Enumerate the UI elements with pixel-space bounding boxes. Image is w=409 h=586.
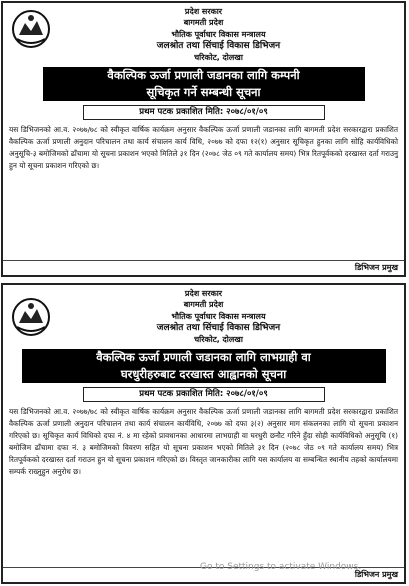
title-line-2: सूचिकृत गर्ने सम्बन्धी सूचना xyxy=(146,85,261,99)
division-line: जलश्रोत तथा सिंचाई विकास डिभिजन xyxy=(156,323,281,333)
notice-beneficiary-application xyxy=(1,283,406,584)
signature: डिभिजन प्रमुख xyxy=(354,570,398,579)
title-line-1: वैकल्पिक ऊर्जा प्रणाली जडानका लागि कम्पनी xyxy=(107,68,300,82)
notice-header xyxy=(3,285,404,345)
ministry-line: भौतिक पूर्वाधार विकास मन्त्रालय xyxy=(171,312,266,321)
province-line: बागमती प्रदेश xyxy=(183,300,224,309)
province-line: बागमती प्रदेश xyxy=(183,18,224,27)
notice-header xyxy=(3,3,404,63)
location-line: चरिकोट, दोलखा xyxy=(194,53,243,62)
title-line-2: घरधुरीहरुबाट दरखास्त आह्वानको सूचना xyxy=(120,367,287,381)
signature: डिभिजन प्रमुख xyxy=(354,263,398,272)
notice-company-listing xyxy=(1,1,406,277)
notice-title-banner xyxy=(22,349,386,383)
published-date: प्रथम पटक प्रकाशित मिति: २०७८/०१/०९ xyxy=(83,105,325,120)
notice-title-banner xyxy=(43,67,365,101)
notice-body: यस डिभिजनको आ.व. २०७७/७८ को स्वीकृत वार्षिक कार्यक्रम अनुसार वैकल्पिक ऊर्जा प्रणाली जडानका लागि बागमती प्रदेश सरकारद्वारा प्रकाशित वैकल्पिक ऊर्जा प्रणाली अनुदान परिचालन तथा कार्य संचालन कार्यविधि, २०७७ को दफा ३(२) अनुसार माग संकलनका लागि यो सूचना प्रकाशन गरिएको छ। सूचिकृत कार्य विधिको दफा नं. ४ मा रहेको प्रावधानका आधारमा लाभग्राही वा घरधुरी छनौट गरिने हुँदा सोही कार्यविधिको अनुसूचि (१) बमोजिम ढाँचामा दफा नं. ३ बमोजिमको विवरण सहित यो सूचना प्रकाशन भएको मितिले ३१ दिन (२०७८ जेठ ०९ गते कार्यालय समय) भित्र रितपूर्वकको दरखास्त दर्ता गराउन हुन यो सूचना प्रकाशन गरिएको छ। विस्तृत जानकारीका लागि यस कार्यालय वा सम्बन्धित स्थानीय तहको कार्यालयमा सम्पर्क राख्नुहुन अनुरोध छ। xyxy=(9,407,398,477)
divider xyxy=(3,260,404,261)
notice-body: यस डिभिजनको आ.व. २०७७/७८ को स्वीकृत वार्षिक कार्यक्रम अनुसार वैकल्पिक ऊर्जा प्रणाली जडानका लागि बागमती प्रदेश सरकारद्वारा प्रकाशित वैकल्पिक ऊर्जा प्रणाली अनुदान परिचालन तथा कार्य संचालन कार्य विधि, २०७७ को दफा १२(१) अनुसार सूचिकृत हुनका लागि सोहि कार्यविधिको अनुसूचि-३ बमोजिमको ढाँचामा यो सूचना प्रकाशन भएको मितिले ३१ दिन (२०७८ जेठ ०९ गते कार्यालय समय) भित्र रितपूर्वकको दरखास्त दर्ता गराउनु हुन यो सूचना प्रकाशन गरिएको छ। xyxy=(9,125,398,171)
division-line: जलश्रोत तथा सिंचाई विकास डिभिजन xyxy=(156,41,281,51)
location-line: चरिकोट, दोलखा xyxy=(194,335,243,344)
govt-line: प्रदेश सरकार xyxy=(184,7,223,16)
ministry-line: भौतिक पूर्वाधार विकास मन्त्रालय xyxy=(171,30,266,39)
published-date: प्रथम पटक प्रकाशित मिति: २०७८/०१/०९ xyxy=(83,387,325,402)
govt-line: प्रदेश सरकार xyxy=(184,289,223,298)
title-line-1: वैकल्पिक ऊर्जा प्रणाली जडानका लागि लाभग्राही वा xyxy=(96,350,311,364)
activation-watermark: Go to Settings to activate Windows. xyxy=(200,562,362,572)
